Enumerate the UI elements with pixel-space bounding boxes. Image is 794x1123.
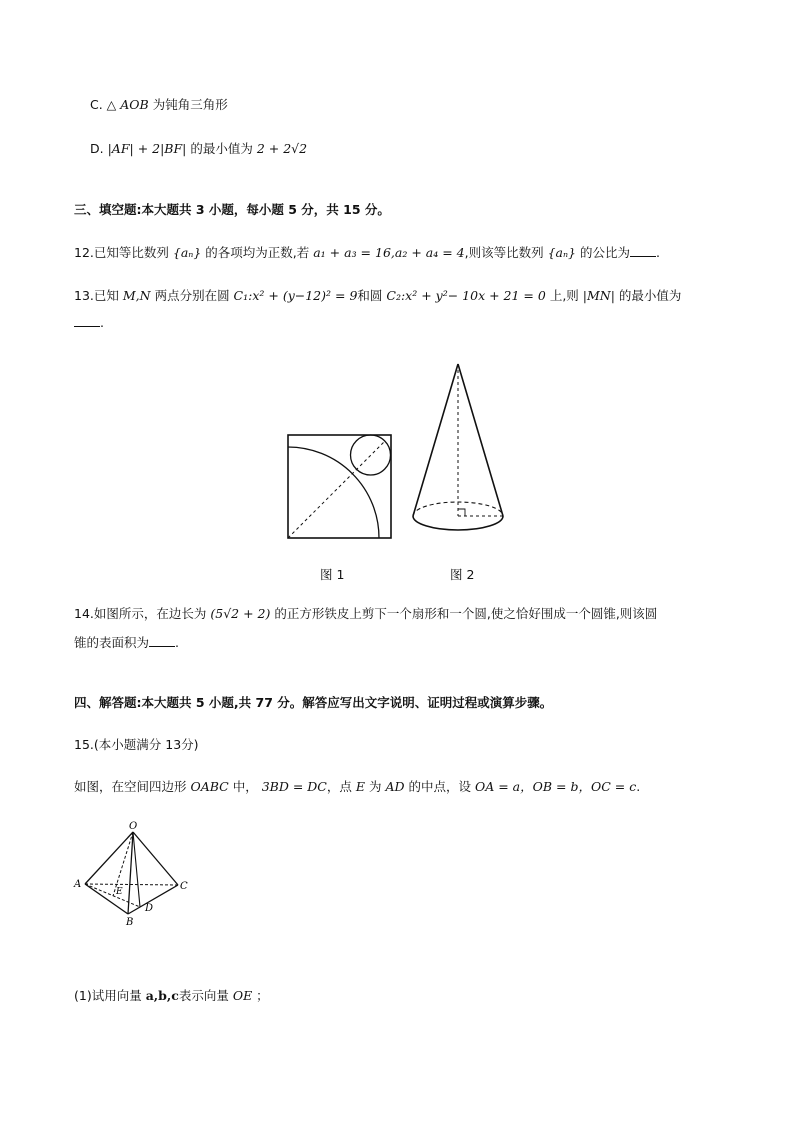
vertex-label-a: A: [74, 879, 82, 890]
section-3-heading: 三、填空题:本大题共 3 小题，每小题 5 分，共 15 分。: [74, 202, 390, 217]
q15-math-2: 3BD = DC: [261, 779, 327, 794]
q13-text-5: 的最小值为: [614, 288, 682, 303]
q12-end: .: [655, 245, 660, 260]
figure-1-square-sector: [286, 432, 394, 542]
q15-meta: (本小题满分 13分): [93, 737, 199, 752]
q15-math-5: OA = a，OB = b，OC = c: [474, 779, 637, 794]
q15-text-1: 如图，在空间四边形: [74, 779, 191, 794]
q12-number: 12.: [74, 245, 94, 260]
q13-math-4: |MN|: [582, 288, 615, 303]
q13-text-4: 上,则: [545, 288, 583, 303]
q15-number: 15.: [74, 737, 94, 752]
q13-text-1: 已知: [93, 288, 123, 303]
q13-text-3: 和圆: [357, 288, 387, 303]
option-c-text: 为钝角三角形: [152, 97, 228, 112]
option-d-math: |AF| + 2|BF|: [107, 141, 187, 156]
figure-tetrahedron-oabc: [70, 818, 200, 928]
option-d: [90, 140, 307, 158]
q15-text-2: 中，: [228, 779, 262, 794]
vertex-label-d: D: [145, 903, 154, 914]
q13-answer-line: [74, 314, 104, 332]
q15-part1-math: OE: [232, 988, 253, 1003]
q12-text-1: 已知等比数列: [93, 245, 173, 260]
option-c-math: AOB: [120, 97, 149, 112]
vertex-label-o: O: [129, 821, 138, 832]
q15-text-4: 为: [364, 779, 386, 794]
q12-text-4: 的公比为: [576, 245, 630, 260]
q13-end: .: [100, 315, 104, 330]
figure-1-caption: 图 1: [320, 567, 345, 582]
q12-text-2: 的各项均为正数,若: [201, 245, 314, 260]
q12-math-3: {aₙ}: [547, 245, 576, 260]
q12-text-3: ,则该等比数列: [464, 245, 548, 260]
option-d-label: D.: [90, 141, 104, 156]
q13-text-2: 两点分别在圆: [150, 288, 234, 303]
q15-text-5: 的中点，设: [404, 779, 475, 794]
q15-math-1: OABC: [190, 779, 229, 794]
question-15-header: [74, 736, 199, 754]
q15-part1-text-3: ；: [252, 988, 269, 1003]
option-d-text: 的最小值为: [190, 141, 257, 156]
q15-part1-vectors: a,b,c: [145, 988, 179, 1003]
vertex-label-e: E: [116, 887, 123, 897]
question-13: [74, 287, 681, 305]
q13-math-2: C₁:x² + (y−12)² = 9: [233, 288, 358, 303]
q12-math-1: {aₙ}: [172, 245, 202, 260]
q12-math-2: a₁ + a₃ = 16,a₂ + a₄ = 4: [313, 245, 465, 260]
q14-line-2: [74, 634, 179, 652]
q15-part1-text-2: 表示向量: [178, 988, 233, 1003]
q13-answer-blank: [74, 314, 100, 327]
option-c-label: C. △: [90, 97, 117, 112]
q13-math-1: M,N: [122, 288, 151, 303]
figure-2-cone: [406, 358, 510, 542]
section-4-heading: 四、解答题:本大题共 5 小题,共 77 分。解答应写出文字说明、证明过程或演算步骤。: [74, 695, 553, 710]
vertex-label-c: C: [180, 881, 188, 892]
q15-end: .: [636, 779, 641, 794]
vertex-label-b: B: [126, 917, 134, 928]
q14-number: 14.: [74, 606, 94, 621]
question-12: [74, 244, 660, 262]
question-15-body: [74, 778, 640, 796]
q14-text-1: 如图所示，在边长为: [93, 606, 211, 621]
q15-part-1: [74, 987, 269, 1005]
q13-number: 13.: [74, 288, 94, 303]
q14-text-2: 的正方形铁皮上剪下一个扇形和一个圆,使之恰好围成一个圆锥,则该圆: [270, 606, 658, 621]
q14-text-3: 锥的表面积为: [74, 635, 150, 650]
question-14: [74, 605, 657, 623]
option-c: [90, 96, 228, 114]
q14-math-1: (5√2 + 2): [210, 606, 271, 621]
q14-answer-blank: [149, 634, 175, 647]
q15-math-3: E: [355, 779, 365, 794]
q15-part1-text-1: (1)试用向量: [74, 988, 146, 1003]
q14-end: .: [175, 635, 179, 650]
q15-math-4: AD: [385, 779, 405, 794]
option-d-value: 2 + 2√2: [256, 141, 308, 156]
figure-2-caption: 图 2: [450, 567, 475, 582]
q15-text-3: ，点: [326, 779, 356, 794]
q12-answer-blank: [630, 244, 656, 257]
q13-math-3: C₂:x² + y²− 10x + 21 = 0: [386, 288, 546, 303]
